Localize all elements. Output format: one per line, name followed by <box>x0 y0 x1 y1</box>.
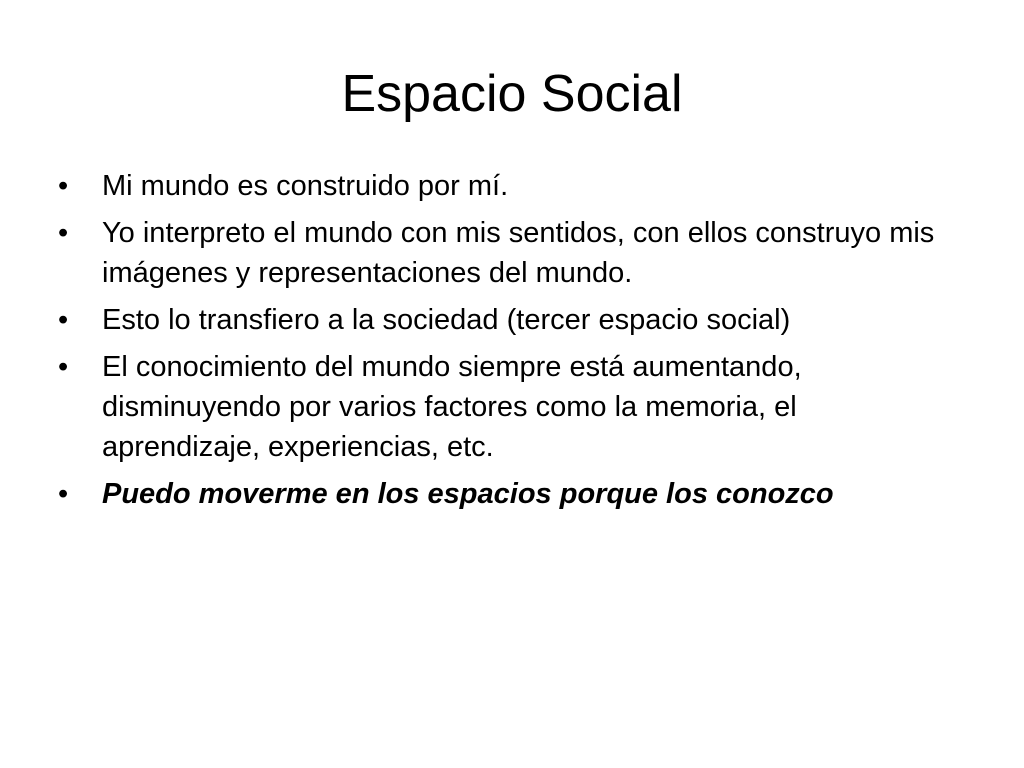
bullet-text: Puedo moverme en los espacios porque los conozco <box>102 478 834 510</box>
bullet-dot-icon: • <box>58 217 69 249</box>
bullet-text: Yo interpreto el mundo con mis sentidos, con ellos construyo mis imágenes y representaciones del mundo. <box>102 217 935 289</box>
slide-title: Espacio Social <box>341 65 683 123</box>
bullet-dot-icon: • <box>58 478 69 510</box>
bullet-item-emphasized <box>58 474 958 514</box>
bullet-text: Esto lo transfiero a la sociedad (tercer espacio social) <box>102 304 791 336</box>
bullet-dot-icon: • <box>58 170 69 202</box>
bullet-item <box>58 347 958 467</box>
bullet-dot-icon: • <box>58 304 69 336</box>
bullet-item <box>58 300 958 340</box>
bullet-text: Mi mundo es construido por mí. <box>102 170 509 202</box>
bullet-dot-icon: • <box>58 351 69 383</box>
bullet-item <box>58 213 958 293</box>
bullet-list <box>58 166 958 521</box>
bullet-item <box>58 166 958 206</box>
bullet-text: El conocimiento del mundo siempre está aumentando, disminuyendo por varios factores como la memoria, el aprendizaje, experiencias, etc. <box>102 351 802 463</box>
